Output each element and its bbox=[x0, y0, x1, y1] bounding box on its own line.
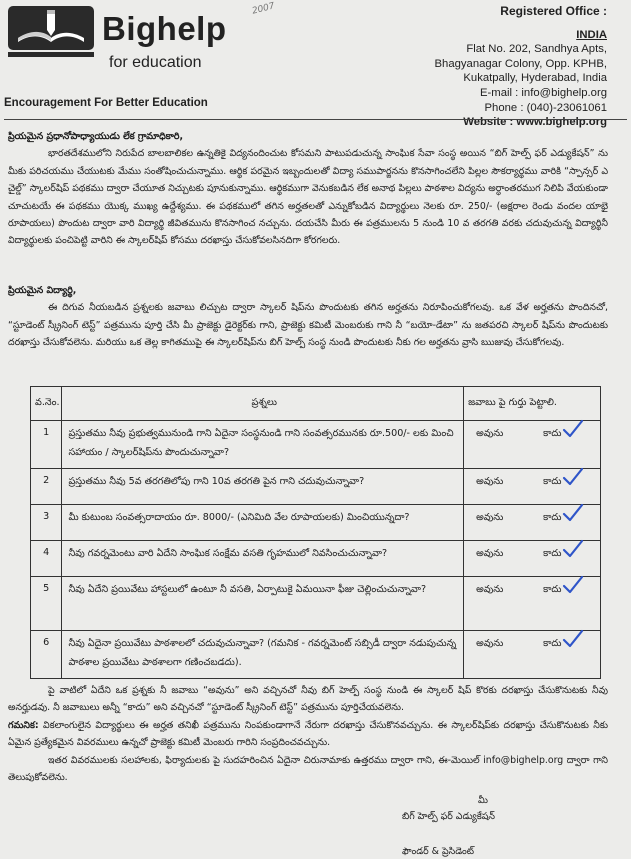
table-row bbox=[31, 469, 601, 505]
answer-cell bbox=[464, 421, 601, 469]
answer-cell bbox=[464, 577, 601, 631]
office-website: Website : www.bighelp.org bbox=[463, 116, 607, 129]
answer-no-option[interactable]: కాదు bbox=[543, 428, 562, 439]
signature-yours: మీ bbox=[478, 795, 488, 806]
row-question: మీ కుటుంబ సంవత్సరాదాయం రూ. 8000/- (ఎనిమిది వేల రూపాయలకు) మించియున్నదా? bbox=[62, 505, 464, 541]
row-number: 2 bbox=[31, 469, 62, 505]
intro-paragraph: భారతదేశములోని నిరుపేద బాలబాలికల ఉన్నతికై విద్యనందించుట కోసమని పాటుపడుచున్న సాంఘిక సేవా సంస్థ అయిన “బిగ్ హెల్ప్ ఫర్ ఎడ్యుకేషన్” ను మీకు పరిచయము చేయుటకు మేము సంతోషించుచున్నాము. ఆర్థిక పరమైన ఇబ్బందులతో విద్యా సముపార్జనను కొనసాగించలేని పిల్లల సౌకర్యార్థము వారికి “స్పాన్సర్ ఎ చైల్డ్” స్కాలర్‌షిప్ పథకము ద్వారా చేయూత నిచ్చుటకు పూనుకున్నాము. ఆర్థికముగా వెనుకబడిన లేక అనాథ పిల్లలు పాఠశాల విద్యను అర్ధాంతరముగ నిలిపి వేయకుండా చూచుటయే ఈ పథకము యొక్క ముఖ్య ఉద్దేశ్యము. ఈ పథకములో తగిన అర్హతలతో ఎన్నుకోబడిన విద్యార్థులు నెలకు రూ. 250/- (అక్షరాల రెండు వందల యాభై రూపాయలు) పొందుట ద్వారా వారి విద్యార్థి జీవితమును కొనసాగించ నచ్చును. దయచేసి మీరు ఈ పత్రములను 5 నుండి 10 వ తరగతి వరకు చదువుచున్న విద్యార్థినీ విద్యార్థులకు పంచిపెట్టి వారిని ఈ స్కాలర్‌షిప్ కోసము దరఖాస్తు చేసుకోవలసినదిగా కోరగలరు. bbox=[8, 148, 608, 247]
answer-yes-option[interactable]: అవును bbox=[476, 428, 504, 439]
office-phone: Phone : (040)-23061061 bbox=[484, 101, 607, 114]
letter-section-officials bbox=[8, 128, 608, 250]
salutation-student: ప్రియమైన విద్యార్థి, bbox=[8, 285, 77, 296]
check-mark-icon bbox=[562, 539, 584, 559]
answer-cell bbox=[464, 469, 601, 505]
answer-no-option[interactable]: కాదు bbox=[543, 512, 562, 523]
row-question: నీవు ఏదైనా ప్రయివేటు పాఠశాలలో చదువుచున్నావా? (గమనిక - గవర్నమెంట్ సబ్సిడీ ద్వారా నడుపుచున్న పాఠశాల ప్రయివేటు పాఠశాలగా గణించబడదు). bbox=[62, 631, 464, 679]
row-number: 5 bbox=[31, 577, 62, 631]
check-mark-icon bbox=[562, 419, 584, 439]
office-email: E-mail : info@bighelp.org bbox=[479, 86, 607, 99]
header-answer: జవాబు పై గుర్తు పెట్టాలి. bbox=[464, 387, 601, 421]
row-question: నీవు గవర్నమెంటు వారి ఏదేని సాంఘిక సంక్షేమ వసతి గృహములో నివసించుచున్నావా? bbox=[62, 541, 464, 577]
answer-yes-option[interactable]: అవును bbox=[476, 584, 504, 595]
table-row bbox=[31, 421, 601, 469]
tagline: Encouragement For Better Education bbox=[4, 97, 208, 109]
row-number: 1 bbox=[31, 421, 62, 469]
table-row bbox=[31, 577, 601, 631]
check-mark-icon bbox=[562, 575, 584, 595]
letter-section-closing bbox=[8, 682, 608, 786]
row-number: 3 bbox=[31, 505, 62, 541]
answer-no-option[interactable]: కాదు bbox=[543, 476, 562, 487]
answer-yes-option[interactable]: అవును bbox=[476, 638, 504, 649]
letter-section-student bbox=[8, 282, 608, 352]
check-mark-icon bbox=[562, 467, 584, 487]
check-mark-icon bbox=[562, 503, 584, 523]
signature-title: ఫౌండర్ & ప్రెసిడెంట్ bbox=[402, 846, 474, 857]
answer-no-option[interactable]: కాదు bbox=[543, 548, 562, 559]
answer-no-option[interactable]: కాదు bbox=[543, 584, 562, 595]
salutation-officials: ప్రియమైన ప్రధానోపాధ్యాయుడు లేక గ్రామాధికారి, bbox=[8, 131, 184, 142]
disqualification-paragraph: పై వాటిలో ఏదేని ఒక ప్రశ్నకు నీ జవాబు “అవును” అని వచ్చినచో నీవు బిగ్ హెల్ప్ సంస్థ నుండి ఈ స్కాలర్ షిప్ కొరకు దరఖాస్తు చేసుకొనుటకు నీవు అనర్హుడవు. నీ జవాబులు అన్నీ “కాదు” అని వచ్చినచో “స్టూడెంట్ స్క్రీనింగ్ టెస్ట్” పత్రమును పూర్తిచేయవలెను. bbox=[8, 685, 608, 714]
signature-organisation: బిగ్ హెల్ప్ ఫర్ ఎడ్యుకేషన్ bbox=[402, 811, 496, 822]
row-question: ప్రస్తుతము నీవు ప్రభుత్వమునుండి గాని ఏదైనా సంస్థనుండి గాని సంవత్సరమునకు రూ.500/- లకు మించి సహాయం / స్కాలర్‌షిప్‌ను పొందుచున్నావా? bbox=[62, 421, 464, 469]
brand-subtitle: for education bbox=[109, 54, 202, 71]
note-label: గమనిక: bbox=[8, 719, 39, 731]
handwritten-scribble: 2007 bbox=[251, 1, 276, 17]
note-text: వికలాంగులైన విద్యార్థులు ఈ అర్హత తనిఖీ పత్రమును నింపకుండాగానే నేరుగా దరఖాస్తు చేసుకొనవచ్చును. ఈ స్కాలర్‌షిప్‌కు దరఖాస్తు చేసుకొనుటకు నీకు ఏమైన ప్రత్యేకమైన వివరములు ఉన్నచో ప్రాజెక్టు కమిటీ మెంబరు గారిని సంప్రదించవచ్చును. bbox=[8, 719, 608, 749]
answer-no-option[interactable]: కాదు bbox=[543, 638, 562, 649]
office-address-line: Bhagyanagar Colony, Opp. KPHB, bbox=[434, 57, 607, 70]
book-and-pencil-logo-icon bbox=[6, 4, 96, 58]
row-number: 4 bbox=[31, 541, 62, 577]
header-questions: ప్రశ్నలు bbox=[62, 387, 464, 421]
header-serial-no: వ.నెం. bbox=[31, 387, 62, 421]
brand-name: Bighelp bbox=[102, 10, 227, 47]
answer-cell bbox=[464, 631, 601, 679]
answer-yes-option[interactable]: అవును bbox=[476, 476, 504, 487]
eligibility-table bbox=[30, 386, 601, 679]
answer-yes-option[interactable]: అవును bbox=[476, 512, 504, 523]
answer-cell bbox=[464, 505, 601, 541]
answer-yes-option[interactable]: అవును bbox=[476, 548, 504, 559]
office-address-line: Flat No. 202, Sandhya Apts, bbox=[466, 43, 607, 56]
registered-office-block bbox=[367, 4, 607, 130]
eligibility-paragraph: ఈ దిగువ నీయబడిన ప్రశ్నలకు జవాబు లిచ్చుట ద్వారా స్కాలర్ షిప్‌ను పొందుటకు తగిన అర్హతను నిరూపించుకోగలవు. ఒక వేళ అర్హతను పొందినచో, “స్టూడెంట్ స్క్రీనింగ్ టెస్ట్” పత్రమును పూర్తి చేసి మీ ప్రాజెక్టు డైరెక్టర్‌కు గాని, ప్రాజెక్టు కమిటీ మెంబరుకు గాని నీ “బయో-డేటా” ను జతపరచి స్కాలర్ షిప్‌ను పొందుటకు దరఖాస్తు చేసుకోవలెను. మరియు ఒక తెల్ల కాగితముపై ఈ స్కాలర్‌షిప్‌ను బిగ్ హెల్ప్ సంస్థ నుండి పొందుటకు నీకు గల అర్హతను వ్రాసి ఋజువు చేసుకోగలవు. bbox=[8, 302, 608, 349]
table-row bbox=[31, 541, 601, 577]
contact-paragraph: ఇతర వివరములకు సలహాలకు, ఫిర్యాదులకు పై సుదహరించిన ఏదైనా చిరునామాకు ఉత్తరము ద్వారా గాని, ఈ-మెయిల్ info@bighelp.org ద్వారా గాని తెలుపుకోవలెను. bbox=[8, 754, 608, 784]
table-header-row bbox=[31, 387, 601, 421]
check-mark-icon bbox=[562, 629, 584, 649]
answer-cell bbox=[464, 541, 601, 577]
note-paragraph bbox=[8, 717, 608, 752]
office-title: Registered Office : bbox=[500, 4, 607, 18]
office-country: INDIA bbox=[576, 28, 607, 41]
table-row bbox=[31, 505, 601, 541]
row-question: నీవు ఏదేని ప్రయివేటు హాస్టలులో ఉంటూ నీ వసతి, ఏర్పాటుకై ఏమయినా ఫీజు చెల్లించుచున్నావా? bbox=[62, 577, 464, 631]
header-divider bbox=[4, 119, 627, 120]
office-address-line: Kukatpally, Hyderabad, India bbox=[463, 72, 607, 85]
table-row bbox=[31, 631, 601, 679]
row-question: ప్రస్తుతము నీవు 5వ తరగతిలోపు గాని 10వ తరగతి పైన గాని చదువుచున్నావా? bbox=[62, 469, 464, 505]
row-number: 6 bbox=[31, 631, 62, 679]
